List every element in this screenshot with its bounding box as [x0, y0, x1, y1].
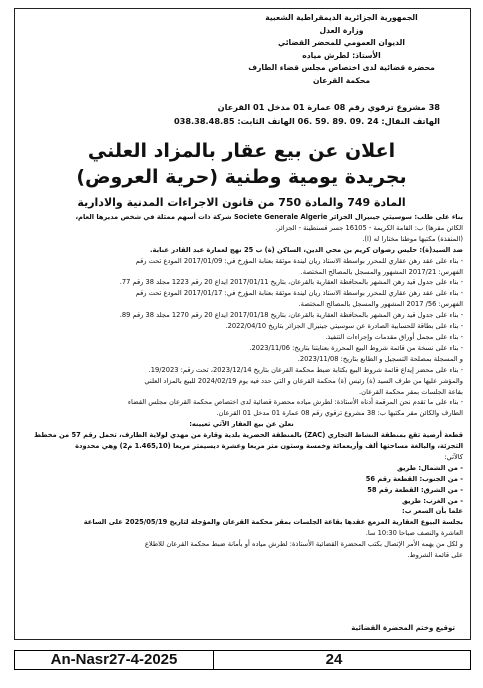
header-line: محضرة قضائية لدى اختصاص مجلس قضاء الطارف: [248, 63, 435, 73]
body-line: - بناء على عقد رهن عقاري للمحرر بواسطة الاستاذ ريان ليندة موثقة بعنابة المؤرخ في: 2017/01/17 المودع تحت رقم: [135, 289, 463, 298]
body-line: بقاعة الجلسات بمقر محكمة القرعان.: [359, 387, 463, 396]
body-line: - بناء على نسخة من قائمة شروط البيع المحررة بعنايتنا بتاريخ: 2023/11/06.: [249, 343, 463, 352]
body-line: - من الجنوب: القطعة رقم 56: [365, 474, 463, 483]
official-header: [224, 12, 459, 88]
body-line: الطارف والكائن مقر مكتبها ب: 38 مشروع ترقوي رقم 08 عمارة 01 مدخل 01 القرعان.: [216, 409, 463, 418]
body-line: والمؤشر عليها من طرف السيد (ة) رئيس (ة) محكمة القرعان و التي حدد فيه يوم 2024/02/19 للبيع بالمزاد العلني: [144, 376, 463, 385]
notice-body: [20, 212, 463, 561]
body-line: على قائمة الشروط.: [407, 551, 463, 560]
body-line: - من الشمال: طريق: [397, 463, 463, 472]
body-line: التجزئة، والبالغة مساحتها ألف وأربعمائة وخمسة وستون متر مربعا وعشرة ديسيمتر مربعا (1.465,10 م2) وهي محدودة: [75, 442, 463, 451]
address-line: 38 مشروع ترقوي رقم 08 عمارة 01 مدخل 01 القرعان: [217, 102, 440, 112]
body-line: - بناء على عقد رهن عقاري للمحرر بواسطة الاستاذ ريان ليندة موثقة بعنابة المؤرخ في: 2017/01/09 المودع تحت رقم: [135, 256, 463, 265]
body-line: الفهرس: 56/ 2017 المشهور والمسجل بالمصالح المختصة.: [298, 300, 463, 309]
header-line: الأستاذ: لطرش مياده: [302, 50, 381, 60]
newspaper-date: An-Nasr27-4-2025: [14, 650, 214, 670]
notice-title: اعلان عن بيع عقار بالمزاد العلني: [87, 140, 396, 162]
body-line: - من الشرق: القطعة رقم 58: [367, 485, 463, 494]
body-line: - بناء على مجمل أوراق مقدمات وإجراءات التنفيذ.: [325, 332, 463, 341]
body-line: - بناء على جدول قيد رهن المشهر بالمحافظة العقارية بالقرعان، بتاريخ 2017/01/18 ايداع 20 رقم 1270 مجلد 38 رقم 89.: [119, 311, 463, 320]
body-line: و المسجلة بمصلحة التسجيل و الطابع بتاريخ: 2023/11/08.: [297, 354, 463, 363]
header-line: الديوان العمومي للمحضر القضائي: [278, 38, 405, 48]
body-line: - بناء على بطاقة للحسابية الصادرة عن سوسيتي جينيرال الجزائر بتاريخ 2022/04/10.: [225, 322, 463, 331]
body-line: كالآتي:: [444, 452, 463, 461]
page-number: 24: [325, 651, 343, 668]
notice-subtitle: بجريدة يومية وطنية (حرية العروض): [76, 166, 407, 188]
body-line: بجلسة البيوع العقارية المزمع عقدها بقاعة الجلسات بمقر محكمة القرعان والمؤجلة لتاريخ 2025/05/19 على الساعة: [83, 518, 463, 527]
header-line: وزارة العدل: [319, 25, 364, 35]
body-line: - من الغرب: طريق: [401, 496, 463, 505]
body-line: قطعة أرضية تقع بمنطقة النشاط التجاري (ZAC) بالمنطقة الحضرية بلدية وقارة من مهدي لولاية الطارف، تحمل رقم 57 من مخطط: [34, 431, 463, 440]
body-line: (المنفذة) مكتبها موطنا مختارا له (ا).: [362, 234, 463, 243]
body-line: و لكل من يهمه الأمر الإتصال بكتب المحضرة القضائية الأستاذة: لطرش مياده أو بأمانة ضبط محكمة القرعان للاطلاع: [144, 540, 463, 549]
body-line: ضد السيد(ة): حليس رضوان كريم بن محي الدين، الساكن (ة) ب 25 نهج لعمارة عبد القادر عنابة.: [150, 245, 463, 254]
body-line: بناء على طلب: سوسيتي جينيرال الجزائر Societe Generale Algerie شركة ذات أسهم ممثلة في شخص مديرها العام،: [75, 213, 463, 221]
phone-line: الهاتف النقال: 24 .09 .89 .59 .06 الهاتف الثابت: 038.38.48.85: [173, 116, 440, 126]
body-line: العاشرة والنصف صباحا 10:30 سا.: [365, 529, 463, 538]
body-line: الكائن مقرها) ب: القامة الكريمة - 16105 جسر قسنطينة - الجزائر.: [275, 223, 463, 232]
header-line: محكمة القرعان: [312, 75, 371, 85]
body-line: - بناء على ما تقدم نحن المرقمة أدناه الأستاذة: لطرش مياده محضرة قضائية لدى اختصاص محكمة القرعان مجلس القضاء: [127, 398, 463, 407]
body-line: - بناء على جدول قيد رهن المشهر بالمحافظة العقارية بالقرعان، بتاريخ 2017/01/11 ايداع 20 رقم 1223 مجلد 38 رقم 77.: [119, 278, 463, 287]
signature-line: توقيع وختم المحضرة القضائية: [351, 624, 455, 632]
office-address: [60, 100, 440, 128]
law-reference: المادة 749 والمادة 750 من قانون الاجراءات المدنية والادارية: [77, 196, 406, 209]
body-line: نعلن عن بيع العقار الآتي تعيينه:: [189, 420, 294, 429]
newspaper-footer: [14, 650, 471, 670]
body-line: علما بأن السعر ب:: [402, 507, 463, 516]
body-line: الفهرس: 2017/21 المشهور والمسجل بالمصالح المختصة.: [300, 267, 463, 276]
body-line: - بناء على محضر إيداع قائمة شروط البيع بكتابة ضبط محكمة القرعان بتاريخ 2023/12/14، تحت رقم: 19/2023.: [148, 365, 463, 374]
page-number-box: [214, 650, 471, 670]
header-line: الجمهورية الجزائرية الديمقراطية الشعبية: [265, 13, 418, 22]
